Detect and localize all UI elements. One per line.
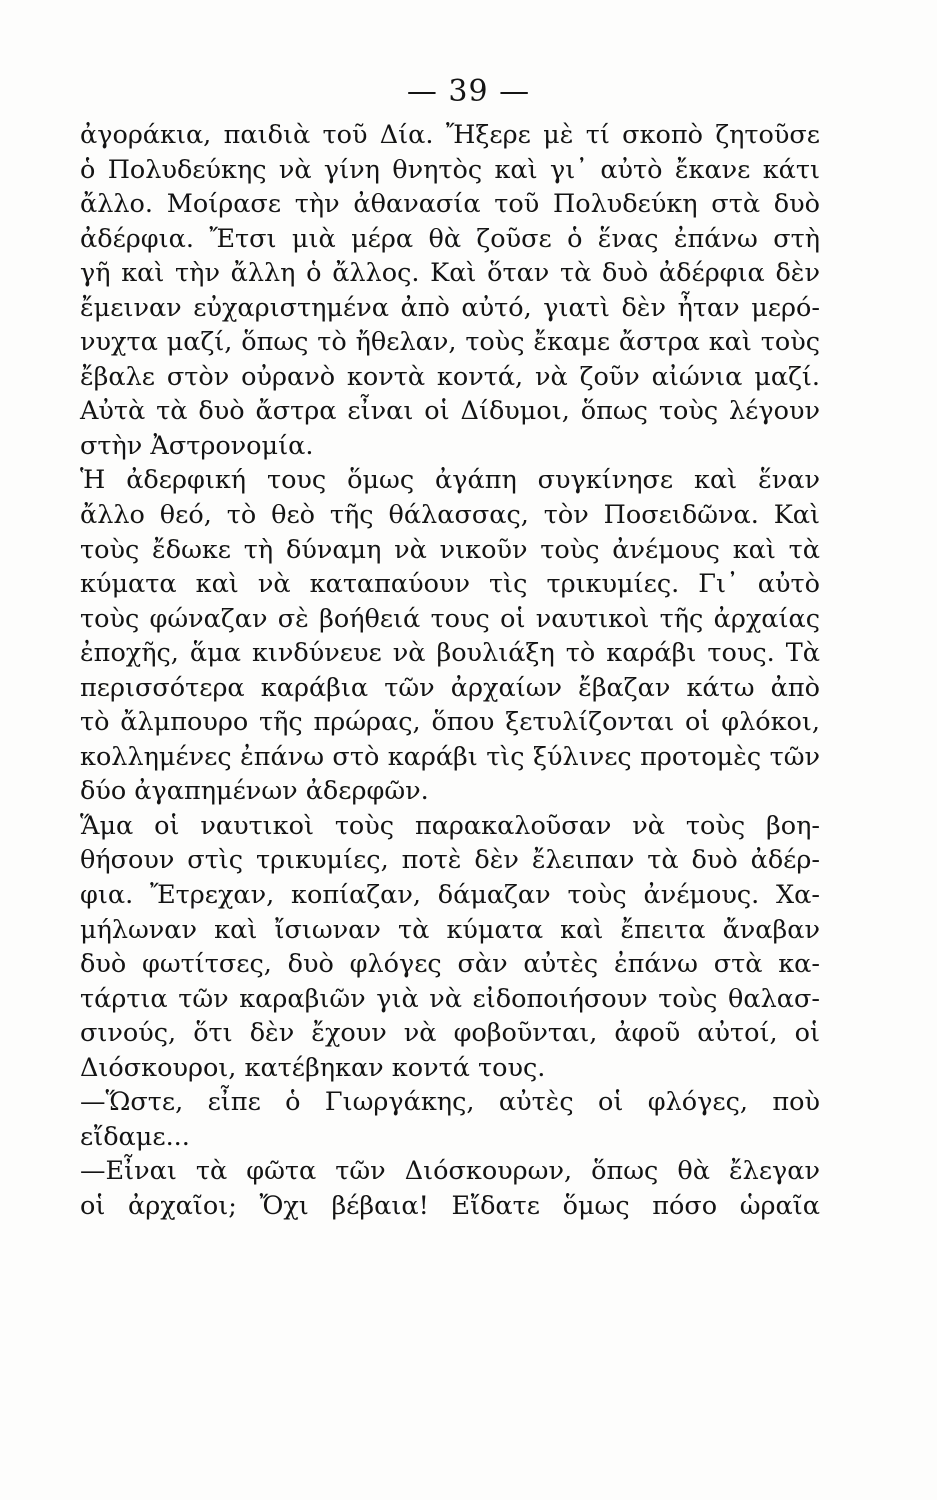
page-number: — 39 — — [406, 74, 531, 109]
text-line: δύο ἀγαπημένων ἀδερφῶν. — [80, 776, 429, 807]
text-line: ὁ Πολυδεύκης νὰ γίνη θνητὸς καὶ γι᾽ αὐτὸ ἔκανε κάτι — [80, 154, 820, 185]
text-line: ἐποχῆς, ἅμα κινδύνευε νὰ βουλιάξη τὸ καράβι τους. Τὰ — [80, 638, 820, 669]
text-line: οἱ ἀρχαῖοι; Ὄχι βέβαια! Εἴδατε ὅμως πόσο ὡραῖα — [80, 1190, 820, 1221]
text-line: τοὺς φώναζαν σὲ βοήθειά τους οἱ ναυτικοὶ τῆς ἀρχαίας — [80, 603, 820, 634]
text-line: ἄλλο θεό, τὸ θεὸ τῆς θάλασσας, τὸν Ποσειδῶνα. Καὶ — [80, 500, 820, 531]
text-line: σινούς, ὅτι δὲν ἔχουν νὰ φοβοῦνται, ἀφοῦ αὐτοί, οἱ — [80, 1018, 820, 1049]
text-line: στὴν Ἀστρονομία. — [80, 430, 314, 461]
text-line: Αὐτὰ τὰ δυὸ ἄστρα εἶναι οἱ Δίδυμοι, ὅπως τοὺς λέγουν — [80, 396, 820, 427]
text-line: περισσότερα καράβια τῶν ἀρχαίων ἔβαζαν κάτω ἀπὸ — [80, 672, 820, 703]
text-line: δυὸ φωτίτσες, δυὸ φλόγες σὰν αὐτὲς ἐπάνω στὰ κα- — [80, 949, 820, 980]
text-line: κολλημένες ἐπάνω στὸ καράβι τὶς ξύλινες προτομὲς τῶν — [80, 741, 820, 772]
text-line: —Ὥστε, εἶπε ὁ Γιωργάκης, αὐτὲς οἱ φλόγες, ποὺ — [80, 1087, 820, 1118]
text-line: νυχτα μαζί, ὅπως τὸ ἤθελαν, τοὺς ἔκαμε ἄστρα καὶ τοὺς — [80, 327, 820, 358]
text-line: ἀγοράκια, παιδιὰ τοῦ Δία. Ἤξερε μὲ τί σκοπὸ ζητοῦσε — [80, 120, 820, 150]
text-line: εἴδαμε... — [80, 1121, 190, 1152]
text-line: τοὺς ἔδωκε τὴ δύναμη νὰ νικοῦν τοὺς ἀνέμους καὶ τὰ — [80, 534, 820, 565]
text-line: ἔβαλε στὸν οὐρανὸ κοντὰ κοντά, νὰ ζοῦν αἰώνια μαζί. — [80, 361, 820, 392]
text-body — [80, 118, 820, 1224]
text-line: Ἅμα οἱ ναυτικοὶ τοὺς παρακαλοῦσαν νὰ τοὺς βοη- — [80, 810, 820, 841]
text-line: τάρτια τῶν καραβιῶν γιὰ νὰ εἰδοποιήσουν τοὺς θαλασ- — [80, 983, 820, 1014]
text-line: —Εἶναι τὰ φῶτα τῶν Διόσκουρων, ὅπως θὰ ἔλεγαν — [80, 1156, 820, 1187]
text-line: Διόσκουροι, κατέβηκαν κοντά τους. — [80, 1052, 546, 1083]
text-line: μήλωναν καὶ ἴσιωναν τὰ κύματα καὶ ἔπειτα ἄναβαν — [80, 914, 820, 945]
text-line: ἀδέρφια. Ἔτσι μιὰ μέρα θὰ ζοῦσε ὁ ἕνας ἐπάνω στὴ — [80, 223, 820, 254]
text-line: γῆ καὶ τὴν ἄλλη ὁ ἄλλος. Καὶ ὅταν τὰ δυὸ ἀδέρφια δὲν — [80, 258, 820, 289]
text-line: τὸ ἄλμπουρο τῆς πρώρας, ὅπου ξετυλίζονται οἱ φλόκοι, — [80, 707, 820, 738]
text-line: ἄλλο. Μοίρασε τὴν ἀθανασία τοῦ Πολυδεύκη στὰ δυὸ — [80, 189, 820, 220]
text-line: κύματα καὶ νὰ καταπαύουν τὶς τρικυμίες. Γι᾽ αὐτὸ — [80, 569, 820, 600]
text-line: θήσουν στὶς τρικυμίες, ποτὲ δὲν ἔλειπαν τὰ δυὸ ἀδέρ- — [80, 845, 820, 876]
text-line: ἔμειναν εὐχαριστημένα ἀπὸ αὐτό, γιατὶ δὲν ἦταν μερό- — [80, 292, 820, 323]
text-line: φια. Ἔτρεχαν, κοπίαζαν, δάμαζαν τοὺς ἀνέμους. Χα- — [80, 880, 820, 911]
text-line: Ἡ ἀδερφική τους ὅμως ἀγάπη συγκίνησε καὶ ἕναν — [80, 465, 820, 496]
